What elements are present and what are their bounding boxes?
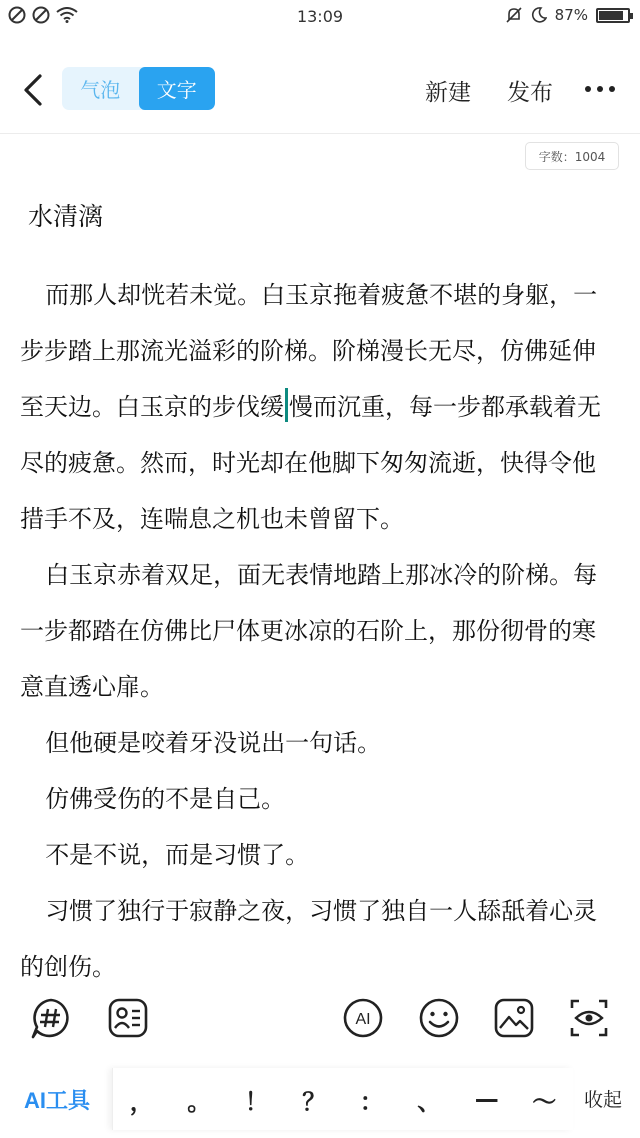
punct-enumeration-comma[interactable]: 、 bbox=[417, 1087, 442, 1116]
document-title[interactable]: 水清漓 bbox=[28, 202, 104, 231]
paragraph: 仿佛受伤的不是自己。 bbox=[45, 785, 286, 813]
punct-dash[interactable]: — bbox=[474, 1085, 499, 1113]
paragraph bbox=[20, 267, 610, 547]
battery-percent: 87% bbox=[554, 6, 588, 24]
ai-icon[interactable] bbox=[340, 995, 386, 1041]
punct-colon[interactable]: ： bbox=[359, 1087, 384, 1116]
back-arrow-icon[interactable] bbox=[18, 70, 48, 110]
publish-button[interactable]: 发布 bbox=[507, 80, 553, 106]
paragraph: 白玉京赤着双足，面无表情地踏上那冰冷的阶梯。每一步都踏在仿佛比尸体更冰凉的石阶上，那份彻骨的寒意直透心扉。 bbox=[20, 561, 598, 701]
punct-question[interactable]: ？ bbox=[302, 1087, 327, 1116]
profile-card-icon[interactable] bbox=[105, 995, 151, 1041]
editor-body[interactable] bbox=[20, 267, 610, 995]
mute-icon bbox=[505, 6, 523, 24]
mode-switch bbox=[62, 67, 215, 110]
tab-text[interactable]: 文字 bbox=[139, 67, 216, 110]
collapse-button[interactable]: 收起 bbox=[584, 1089, 623, 1111]
punct-tilde[interactable]: ～ bbox=[532, 1087, 557, 1116]
word-count-badge: 字数：1004 bbox=[525, 142, 619, 170]
ai-tools-button[interactable]: AI工具 bbox=[24, 1088, 91, 1113]
status-bar bbox=[0, 0, 640, 34]
battery-icon bbox=[596, 8, 630, 23]
punctuation-strip bbox=[112, 1068, 573, 1130]
svg-text:AI: AI bbox=[355, 1011, 371, 1028]
new-button[interactable]: 新建 bbox=[425, 80, 471, 106]
status-right bbox=[505, 6, 630, 24]
paragraph-text: 而那人却恍若未觉。白玉京拖着疲惫不堪的身躯，一步步踏上那流光溢彩的阶梯。阶梯漫长无尽，仿佛延伸至天边。白玉京的步伐缓 bbox=[20, 281, 598, 421]
top-nav bbox=[0, 50, 640, 130]
text-caret bbox=[285, 388, 288, 422]
nav-divider bbox=[0, 133, 640, 134]
punct-period[interactable]: 。 bbox=[187, 1087, 212, 1116]
moon-icon bbox=[531, 7, 547, 23]
paragraph: 习惯了独行于寂静之夜，习惯了独自一人舔舐着心灵的创伤。 bbox=[20, 897, 598, 981]
status-time: 13:09 bbox=[296, 7, 344, 26]
battery-level bbox=[599, 11, 623, 20]
image-icon[interactable] bbox=[491, 995, 537, 1041]
preview-eye-icon[interactable] bbox=[566, 995, 612, 1041]
quick-input-bar bbox=[0, 1068, 640, 1130]
paragraph-text: 慢而沉重，每一步都承载着无尽的疲惫。然而，时光却在他脚下匆匆流逝，快得令他措手不及，连喘息之机也未曾留下。 bbox=[20, 393, 601, 533]
hashtag-icon[interactable] bbox=[28, 995, 74, 1041]
editor-toolbar bbox=[0, 995, 640, 1045]
paragraph: 但他硬是咬着牙没说出一句话。 bbox=[45, 729, 382, 757]
paragraph: 不是不说，而是习惯了。 bbox=[45, 841, 310, 869]
punct-comma[interactable]: ， bbox=[129, 1087, 154, 1116]
tab-bubble[interactable]: 气泡 bbox=[80, 78, 121, 102]
punct-exclamation[interactable]: ！ bbox=[244, 1087, 269, 1116]
emoji-icon[interactable] bbox=[416, 995, 462, 1041]
more-icon[interactable] bbox=[585, 86, 615, 96]
